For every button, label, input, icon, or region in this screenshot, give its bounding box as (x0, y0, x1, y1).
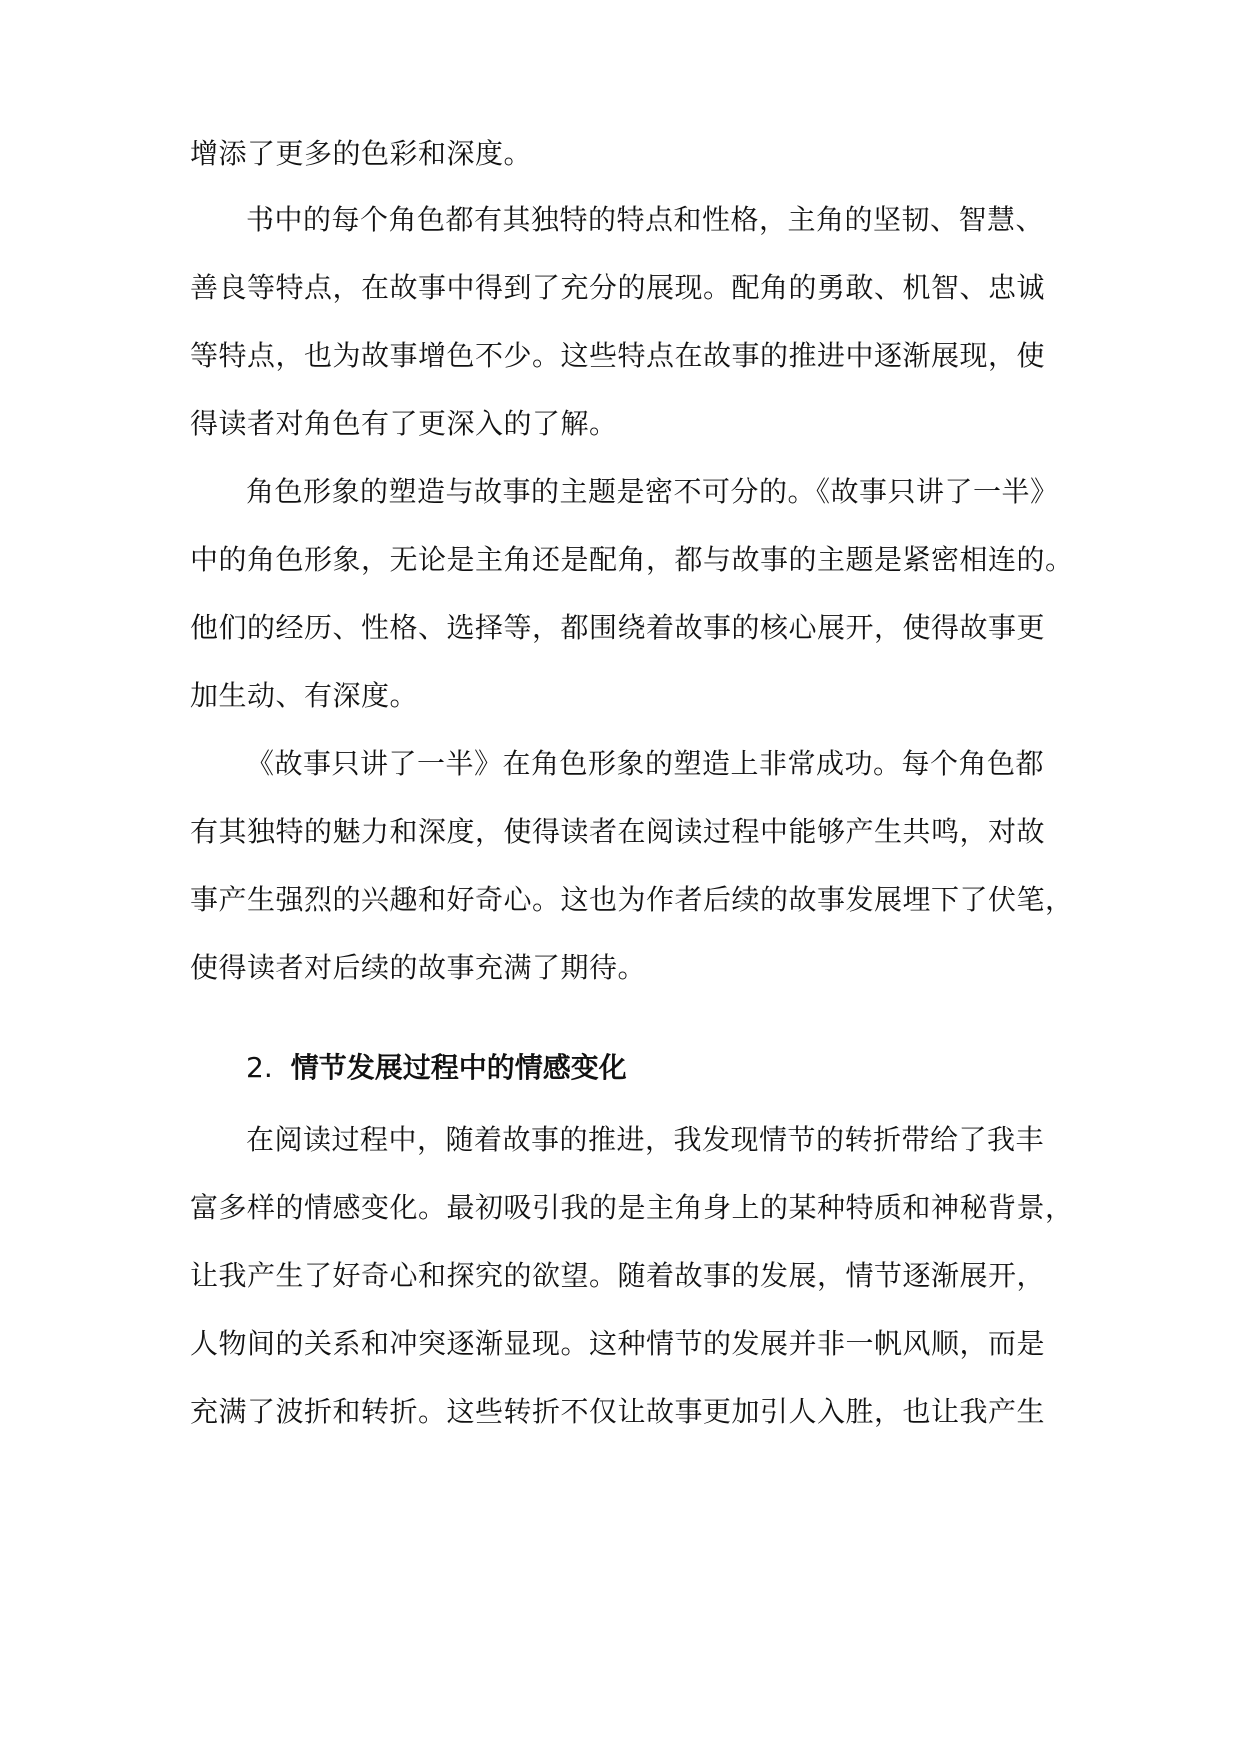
paragraph-line: 事产生强烈的兴趣和好奇心。这也为作者后续的故事发展埋下了伏笔， (190, 883, 1074, 916)
paragraph-line: 使得读者对后续的故事充满了期待。 (190, 951, 647, 984)
paragraph-line: 人物间的关系和冲突逐渐显现。这种情节的发展并非一帆风顺，而是 (190, 1327, 1046, 1360)
paragraph-line: 善良等特点，在故事中得到了充分的展现。配角的勇敢、机智、忠诚 (190, 271, 1046, 304)
paragraph-line: 中的角色形象，无论是主角还是配角，都与故事的主题是紧密相连的。 (190, 543, 1074, 576)
paragraph-line: 等特点，也为故事增色不少。这些特点在故事的推进中逐渐展现，使 (190, 339, 1046, 372)
paragraph-line: 富多样的情感变化。最初吸引我的是主角身上的某种特质和神秘背景， (190, 1191, 1074, 1224)
paragraph-line: 《故事只讲了一半》在角色形象的塑造上非常成功。每个角色都 (246, 747, 1045, 780)
paragraph-line: 他们的经历、性格、选择等，都围绕着故事的核心展开，使得故事更 (190, 611, 1046, 644)
paragraph-line: 增添了更多的色彩和深度。 (190, 137, 533, 170)
paragraph-line: 加生动、有深度。 (190, 679, 419, 712)
paragraph-line: 在阅读过程中，随着故事的推进，我发现情节的转折带给了我丰 (246, 1123, 1045, 1156)
paragraph-line: 得读者对角色有了更深入的了解。 (190, 407, 618, 440)
section-title: 情节发展过程中的情感变化 (290, 1051, 627, 1084)
section-heading (246, 1050, 627, 1086)
paragraph-line: 有其独特的魅力和深度，使得读者在阅读过程中能够产生共鸣，对故 (190, 815, 1046, 848)
paragraph-line: 让我产生了好奇心和探究的欲望。随着故事的发展，情节逐渐展开， (190, 1259, 1046, 1292)
paragraph-line: 书中的每个角色都有其独特的特点和性格，主角的坚韧、智慧、 (246, 203, 1045, 236)
paragraph-line: 角色形象的塑造与故事的主题是密不可分的。《故事只讲了一半》 (246, 475, 1059, 508)
paragraph-line: 充满了波折和转折。这些转折不仅让故事更加引人入胜，也让我产生 (190, 1395, 1046, 1428)
section-number: 2. (246, 1051, 273, 1084)
